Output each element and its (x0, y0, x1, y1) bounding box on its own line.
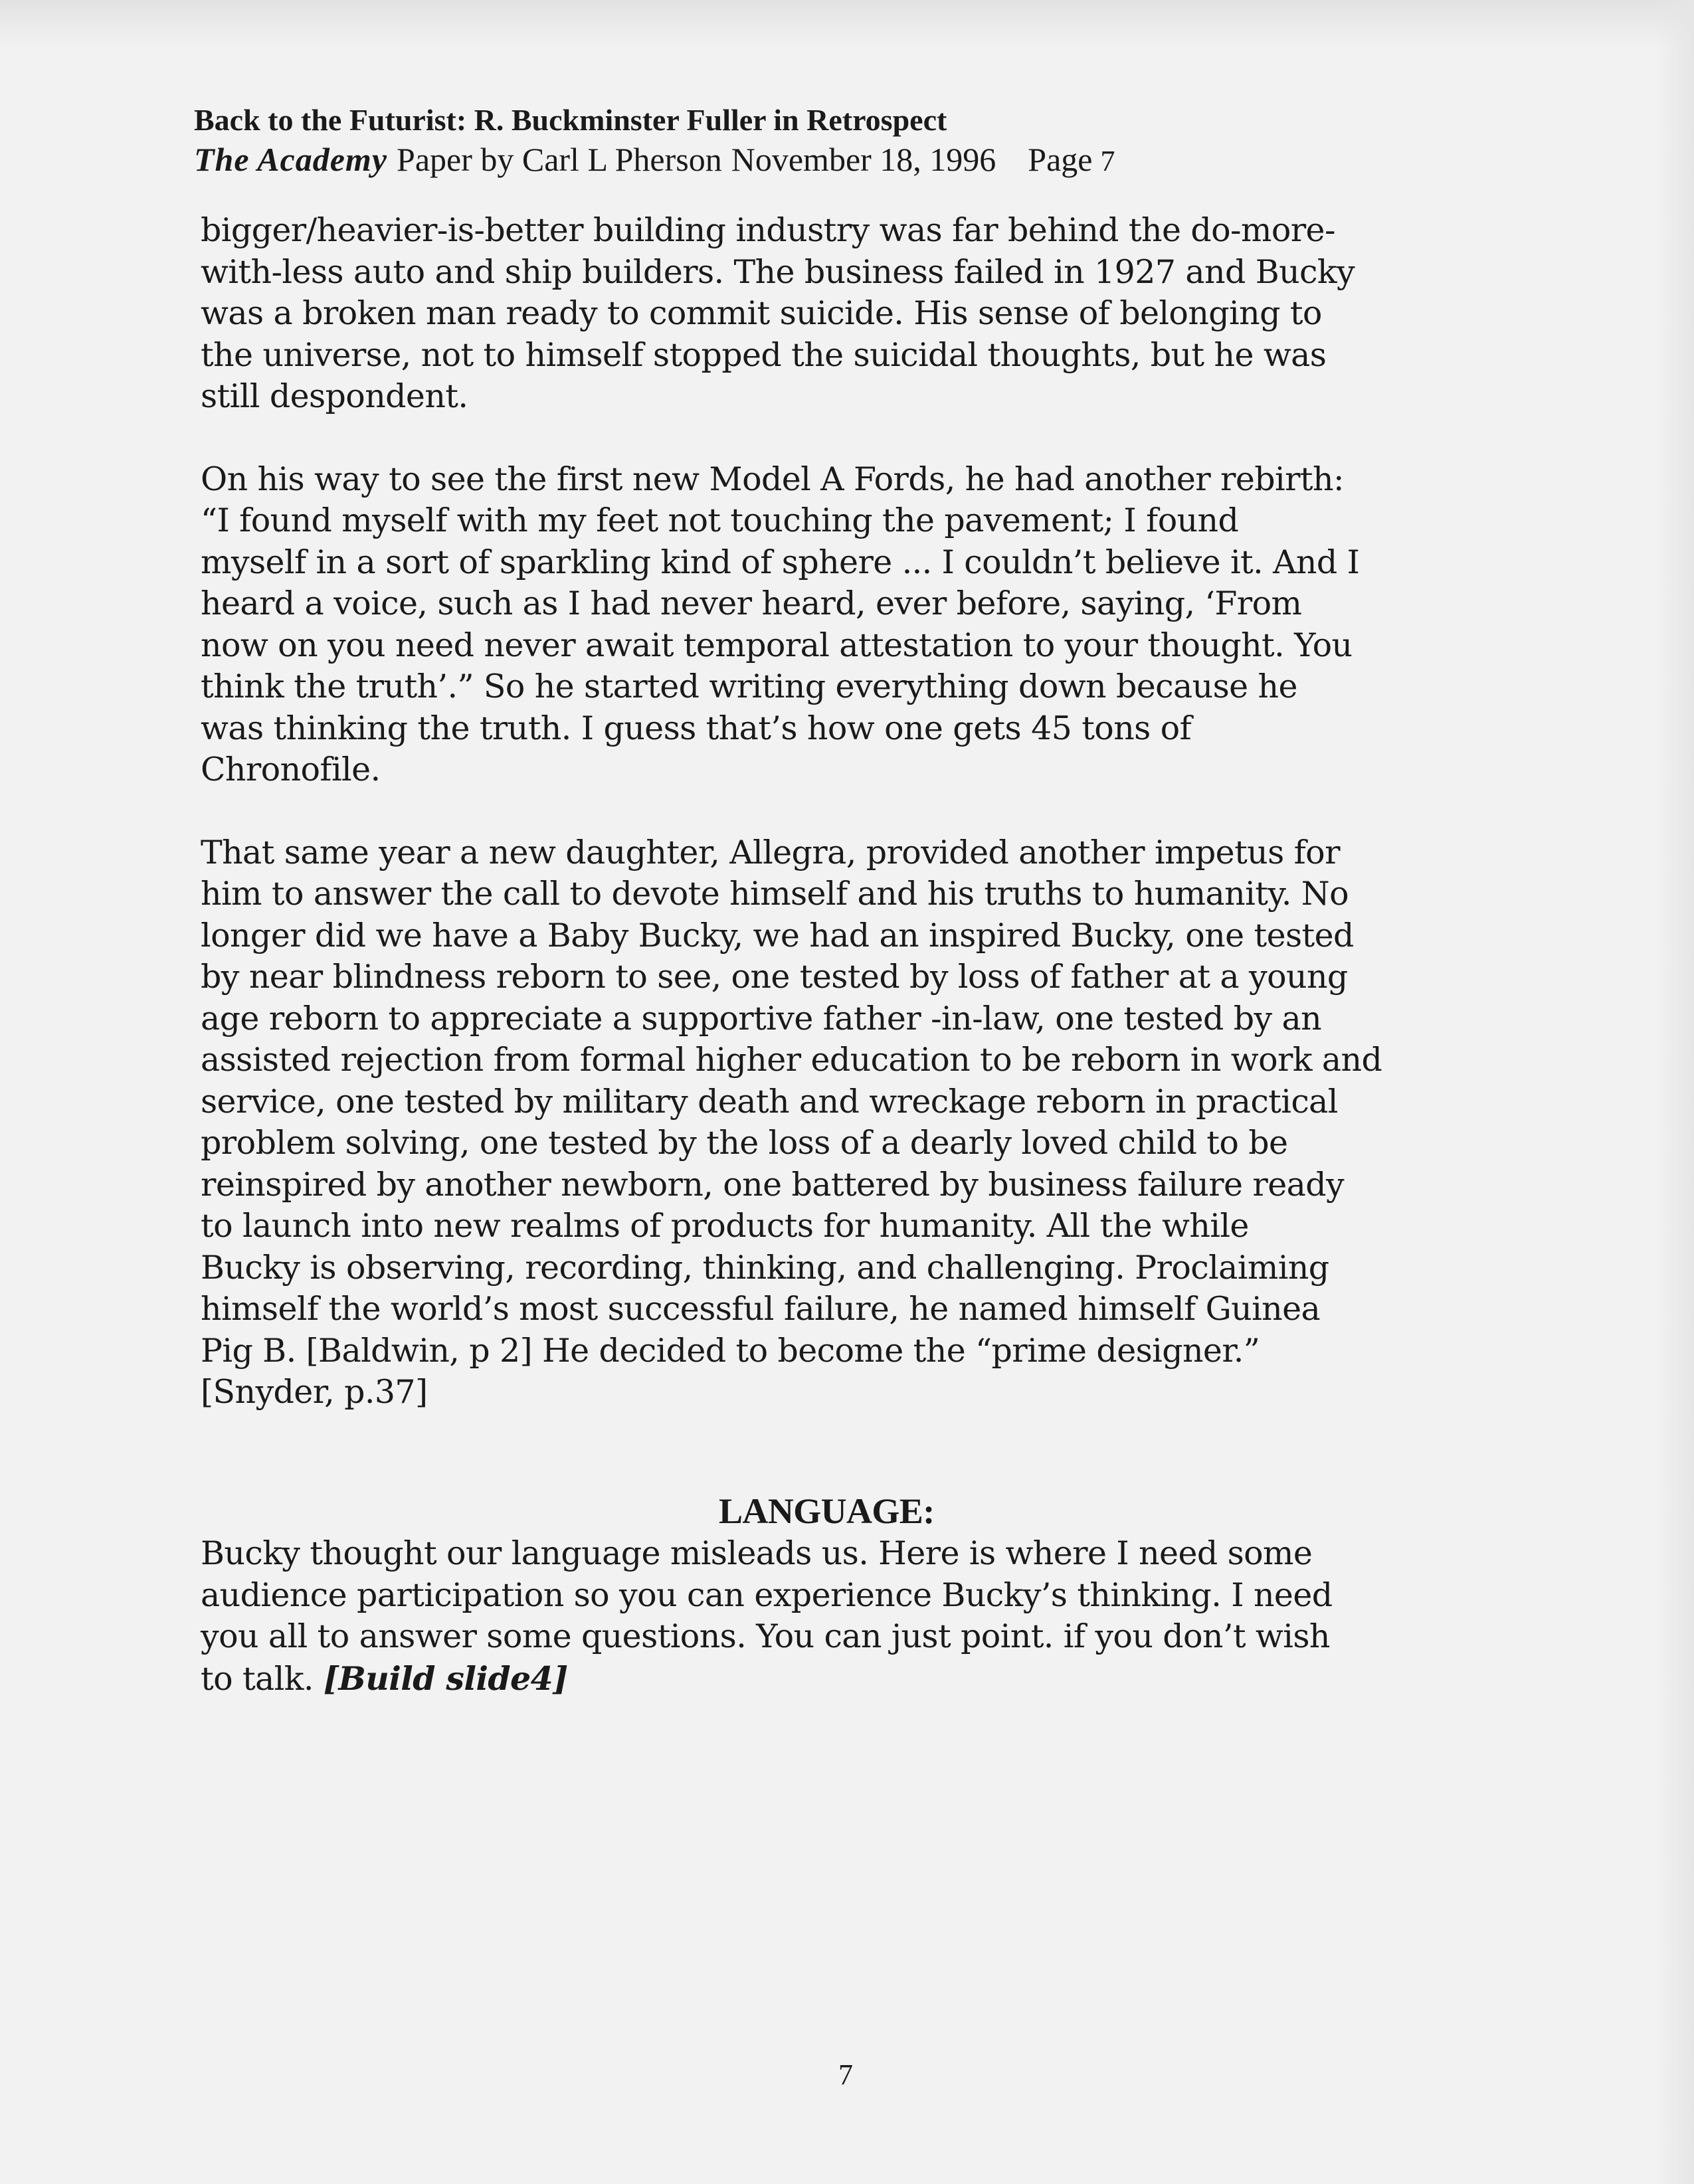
scan-shadow-top (0, 0, 1694, 46)
journal-name: The Academy (194, 141, 388, 178)
text-line: myself in a sort of sparkling kind of sphere ... I couldn’t believe it. And I (201, 543, 1360, 581)
page-label: Page (1028, 141, 1093, 178)
text-line: to launch into new realms of products for humanity. All the while (201, 1207, 1249, 1245)
text-line: the universe, not to himself stopped the suicidal thoughts, but he was (201, 335, 1327, 374)
text-line: still despondent. (201, 377, 468, 415)
paragraph-2 (201, 459, 1496, 791)
text-line: problem solving, one tested by the loss of a dearly loved child to be (201, 1124, 1288, 1162)
text-line: was a broken man ready to commit suicide. His sense of belonging to (201, 294, 1322, 332)
text-line: [Snyder, p.37] (201, 1373, 428, 1411)
header-page-number: 7 (1100, 145, 1115, 177)
running-header (194, 101, 1523, 181)
text-line: heard a voice, such as I had never heard, ever before, saying, ‘From (201, 585, 1302, 622)
text-line: himself the world’s most successful failure, he named himself Guinea (201, 1290, 1321, 1328)
scan-shadow-right (1654, 0, 1694, 2184)
footer-page-number: 7 (838, 2058, 853, 2091)
text-line: That same year a new daughter, Allegra, provided another impetus for (201, 833, 1340, 871)
text-line: Bucky is observing, recording, thinking, and challenging. Proclaiming (201, 1248, 1329, 1287)
text-line: now on you need never await temporal attestation to your thought. You (201, 626, 1353, 664)
text-line: with-less auto and ship builders. The business failed in 1927 and Bucky (201, 252, 1355, 291)
text-line: On his way to see the first new Model A Fords, he had another rebirth: (201, 460, 1344, 498)
stage-direction: [Build slide4] (323, 1659, 568, 1698)
text-line: Chronofile. (201, 751, 381, 788)
text-line: by near blindness reborn to see, one tested by loss of father at a young (201, 958, 1348, 996)
text-line: you all to answer some questions. You can just point. if you don’t wish (201, 1617, 1330, 1655)
text-line: service, one tested by military death and wreckage reborn in practical (201, 1082, 1338, 1121)
text-line: was thinking the truth. I guess that’s how one gets 45 tons of (201, 709, 1192, 747)
text-line: assisted rejection from formal higher education to be reborn in work and (201, 1041, 1382, 1079)
text-line: age reborn to appreciate a supportive father -in-law, one tested by an (201, 999, 1322, 1038)
last-line-text: to talk. (201, 1659, 314, 1698)
text-line: him to answer the call to devote himself and his truths to humanity. No (201, 875, 1349, 913)
paragraph-3 (201, 832, 1496, 1413)
text-line: bigger/heavier-is-better building industry was far behind the do-more- (201, 211, 1335, 249)
header-meta-line (194, 139, 1523, 181)
language-section (201, 1489, 1496, 1700)
text-line-last (201, 1658, 1496, 1700)
text-line: think the truth’.” So he started writing everything down because he (201, 668, 1297, 705)
paper-title: Back to the Futurist: R. Buckminster Fuller in Retrospect (194, 103, 947, 137)
text-line: “I found myself with my feet not touching the pavement; I found (201, 501, 1239, 539)
section-heading: LANGUAGE: (719, 1491, 935, 1531)
text-line: Pig B. [Baldwin, p 2] He decided to become the “prime designer.” (201, 1331, 1260, 1370)
paper-date: November 18, 1996 (731, 141, 996, 178)
text-line: audience participation so you can experience Bucky’s thinking. I need (201, 1576, 1333, 1614)
body-text (201, 210, 1496, 1455)
paragraph-1 (201, 210, 1496, 418)
text-line: reinspired by another newborn, one battered by business failure ready (201, 1165, 1345, 1204)
text-line: Bucky thought our language misleads us. Here is where I need some (201, 1534, 1313, 1572)
byline: Paper by Carl L Pherson (397, 141, 722, 178)
text-line: longer did we have a Baby Bucky, we had an inspired Bucky, one tested (201, 916, 1354, 955)
